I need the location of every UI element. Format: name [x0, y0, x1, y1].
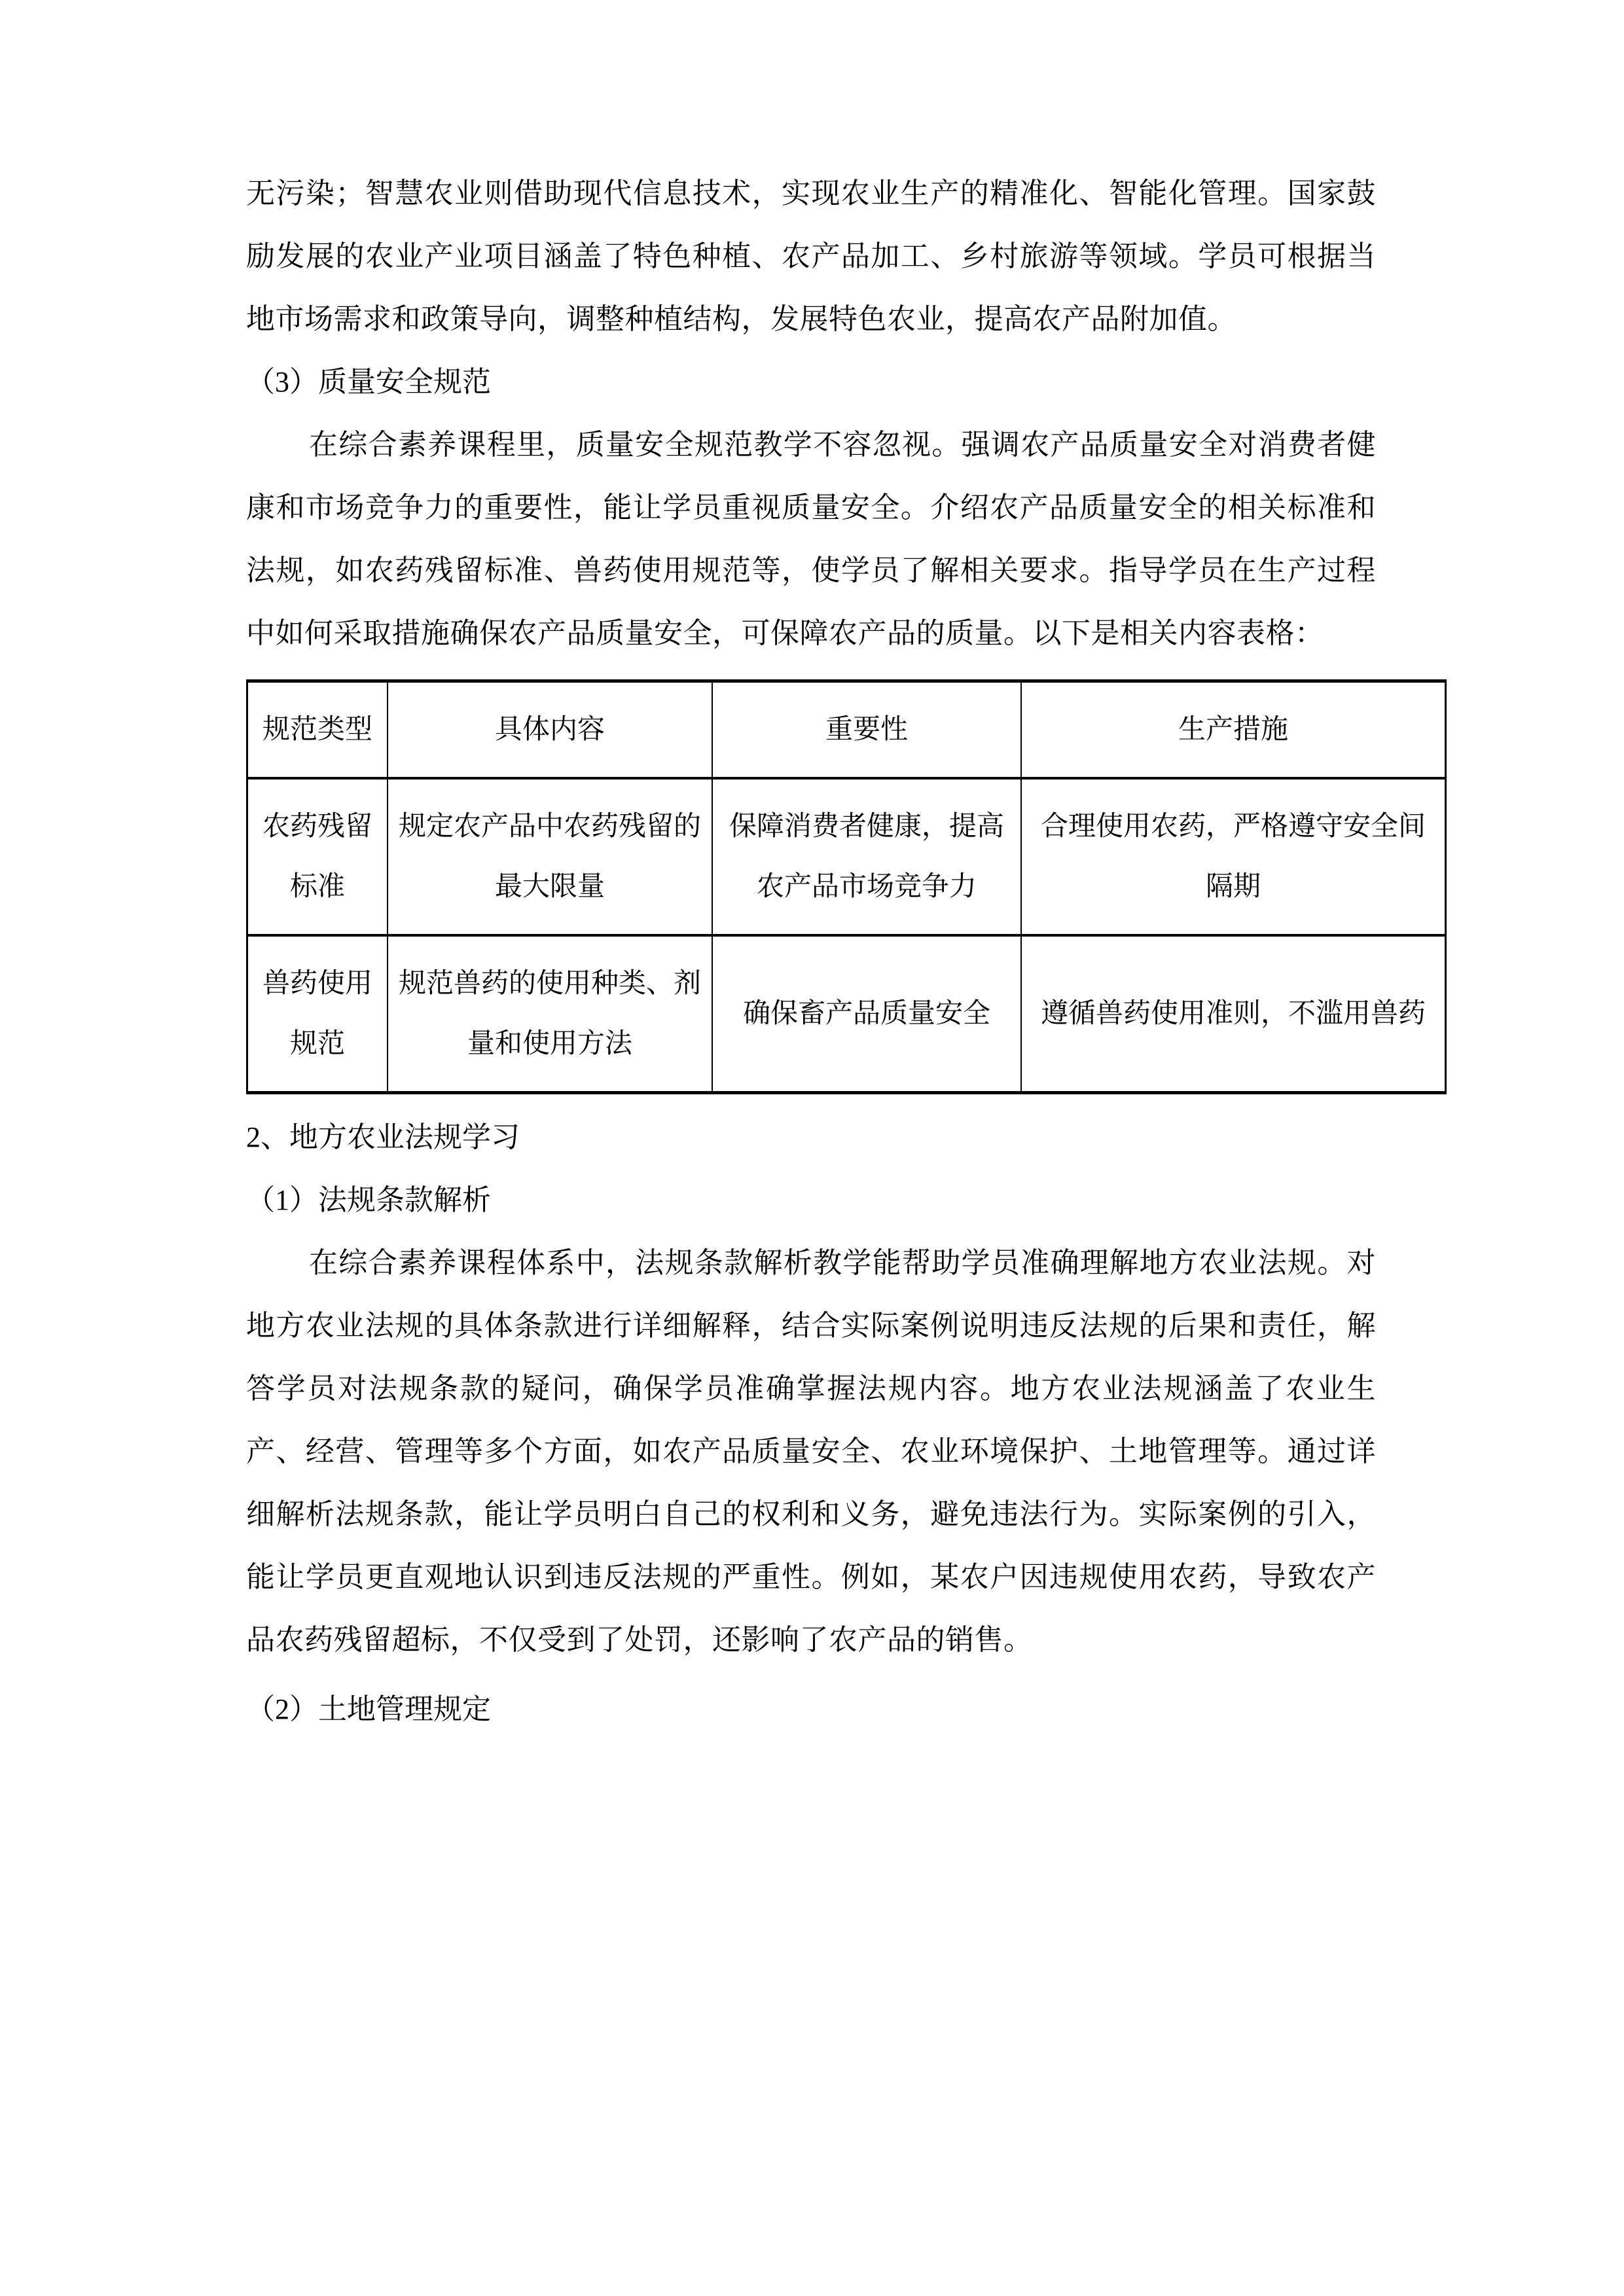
paragraph-regulation-clause-analysis: 在综合素养课程体系中，法规条款解析教学能帮助学员准确理解地方农业法规。对地方农业法规的具体条款进行详细解释，结合实际案例说明违反法规的后果和责任，解答学员对法规条款的疑问，确保学员准确掌握法规内容。地方农业法规涵盖了农业生产、经营、管理等多个方面，如农产品质量安全、农业环境保护、土地管理等。通过详细解析法规条款，能让学员明白自己的权利和义务，避免违法行为。实际案例的引入，能让学员更直观地认识到违反法规的严重性。例如，某农户因违规使用农药，导致农产品农药残留超标，不仅受到了处罚，还影响了农产品的销售。	[246, 1247, 1376, 1656]
table-cell-type: 农药残留标准	[247, 778, 388, 935]
table-cell-type: 兽药使用规范	[247, 935, 388, 1093]
table-cell-measure: 遵循兽药使用准则，不滥用兽药	[1021, 935, 1446, 1093]
table-row	[247, 935, 1446, 1093]
quality-safety-table-wrapper	[246, 679, 1426, 1094]
quality-safety-table	[246, 679, 1447, 1094]
table-cell-content: 规范兽药的使用种类、剂量和使用方法	[388, 935, 712, 1093]
table-cell-content: 规定农产品中农药残留的最大限量	[388, 778, 712, 935]
heading-regulation-clause-analysis: （1）法规条款解析	[246, 1184, 491, 1216]
table-header-cell-content: 具体内容	[388, 681, 712, 779]
table-cell-measure: 合理使用农药，严格遵守安全间隔期	[1021, 778, 1446, 935]
table-cell-importance: 保障消费者健康，提高农产品市场竞争力	[712, 778, 1021, 935]
table-header-cell-measure: 生产措施	[1021, 681, 1446, 779]
paragraph-spacer	[246, 1672, 1376, 1678]
heading-land-management-rules: （2）土地管理规定	[246, 1693, 491, 1725]
paragraph-intro-continuation: 无污染；智慧农业则借助现代信息技术，实现农业生产的精准化、智能化管理。国家鼓励发展的农业产业项目涵盖了特色种植、农产品加工、乡村旅游等领域。学员可根据当地市场需求和政策导向，调整种植结构，发展特色农业，提高农产品附加值。	[246, 177, 1376, 335]
table-row	[247, 778, 1446, 935]
table-header-cell-type: 规范类型	[247, 681, 388, 779]
heading-quality-safety-norms: （3）质量安全规范	[246, 366, 491, 398]
table-header-row	[247, 681, 1446, 779]
heading-local-agri-regulations: 2、地方农业法规学习	[246, 1121, 520, 1153]
paragraph-quality-safety-norms: 在综合素养课程里，质量安全规范教学不容忽视。强调农产品质量安全对消费者健康和市场竞争力的重要性，能让学员重视质量安全。介绍农产品质量安全的相关标准和法规，如农药残留标准、兽药使用规范等，使学员了解相关要求。指导学员在生产过程中如何采取措施确保农产品质量安全，可保障农产品的质量。以下是相关内容表格：	[246, 429, 1376, 649]
table-header-cell-importance: 重要性	[712, 681, 1021, 779]
page-content	[246, 162, 1426, 1741]
table-cell-importance: 确保畜产品质量安全	[712, 935, 1021, 1093]
